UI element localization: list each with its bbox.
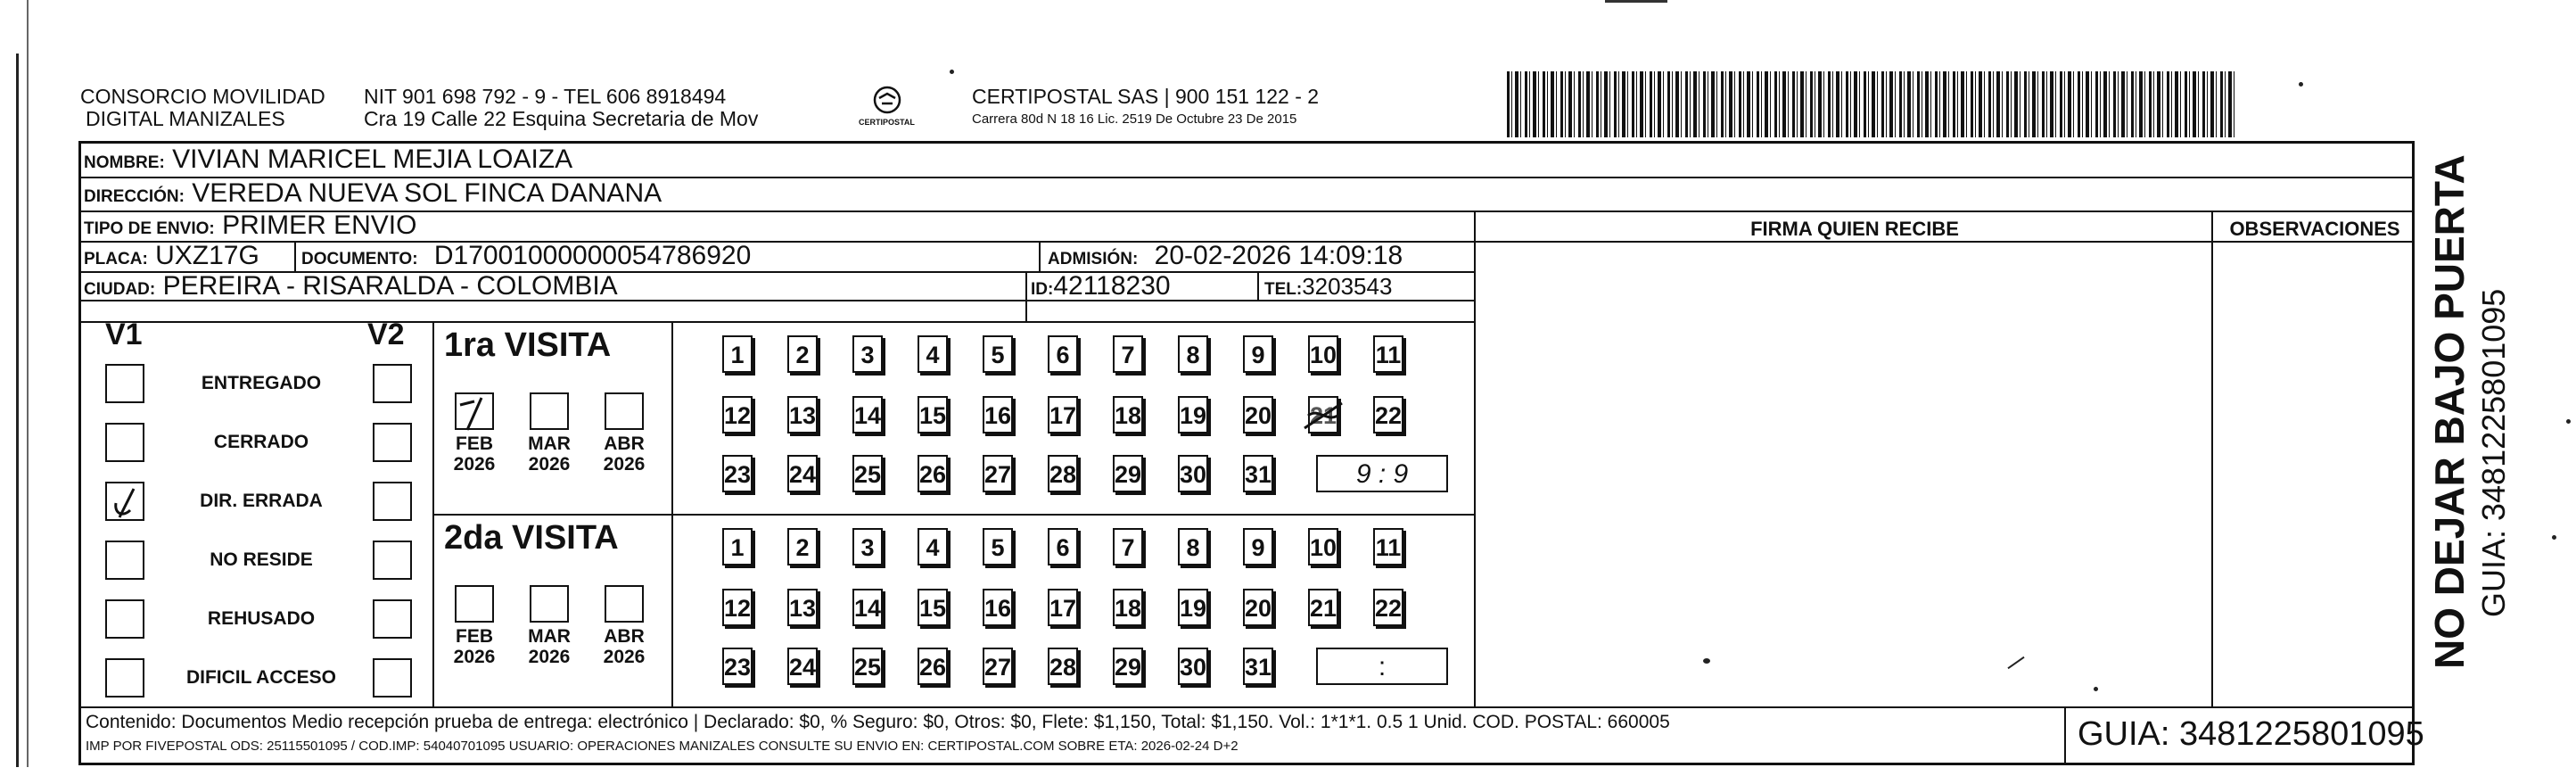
month-checkbox[interactable] (605, 585, 644, 623)
day-box[interactable]: 22 (1373, 589, 1403, 626)
day-box[interactable]: 5 (983, 528, 1013, 565)
day-box[interactable]: 15 (918, 396, 948, 433)
company-line-1: CONSORCIO MOVILIDAD (80, 85, 325, 108)
month-name: MAR (528, 626, 571, 647)
col-line (432, 321, 434, 706)
day-box[interactable]: 12 (722, 589, 753, 626)
firma-header-text: FIRMA QUIEN RECIBE (1750, 218, 1959, 240)
nombre-label: NOMBRE: (84, 153, 165, 172)
v1-checkbox[interactable] (105, 482, 144, 521)
day-box[interactable]: 5 (983, 335, 1013, 373)
day-box[interactable]: 13 (787, 396, 818, 433)
direccion-value: VEREDA NUEVA SOL FINCA DANANA (192, 178, 663, 208)
status-label: ENTREGADO (201, 373, 322, 393)
v1-header: V1 (105, 318, 143, 351)
month-name: FEB (456, 626, 493, 647)
day-box[interactable]: 6 (1048, 335, 1078, 373)
footer-guia: GUIA: 3481225801095 (2078, 715, 2424, 753)
day-box[interactable]: 29 (1113, 455, 1143, 492)
id-label: ID: (1031, 280, 1054, 299)
scan-dot (1703, 658, 1710, 664)
tipo-label: TIPO DE ENVIO: (84, 219, 215, 238)
direccion-label: DIRECCIÓN: (84, 187, 185, 206)
day-box[interactable]: 4 (918, 335, 948, 373)
scribble-icon (1301, 398, 1346, 433)
col-line (2064, 706, 2066, 765)
month-year: 2026 (453, 454, 496, 475)
month-checkbox[interactable] (605, 392, 644, 430)
documento-label: DOCUMENTO: (301, 250, 418, 268)
day-box[interactable]: 1 (722, 335, 753, 373)
col-line (1039, 241, 1041, 271)
time-field[interactable]: 9 : 9 (1316, 455, 1448, 492)
ciudad-value: PEREIRA - RISARALDA - COLOMBIA (162, 271, 618, 301)
day-box[interactable]: 31 (1243, 455, 1273, 492)
day-box[interactable]: 22 (1373, 396, 1403, 433)
scan-dot (2552, 535, 2556, 540)
month-name: ABR (604, 433, 645, 454)
scan-dot (2094, 687, 2098, 691)
day-box[interactable]: 28 (1048, 455, 1078, 492)
month-label (597, 433, 651, 475)
day-box[interactable]: 10 (1308, 528, 1338, 565)
row-line (78, 321, 1474, 323)
day-box[interactable]: 19 (1178, 589, 1208, 626)
scan-dot (950, 70, 954, 74)
day-box[interactable]: 4 (918, 528, 948, 565)
day-box[interactable]: 30 (1178, 648, 1208, 685)
day-box[interactable]: 24 (787, 455, 818, 492)
col-line (1474, 211, 1476, 706)
scan-dot (2299, 82, 2303, 87)
month-label (448, 433, 501, 475)
col-line (1025, 271, 1027, 321)
check-mark-icon (107, 483, 146, 523)
day-box[interactable]: 31 (1243, 648, 1273, 685)
day-box[interactable]: 8 (1178, 528, 1208, 565)
day-box[interactable]: 18 (1113, 396, 1143, 433)
ciudad-cell (84, 269, 618, 307)
visit-divider (432, 514, 671, 516)
day-box[interactable]: 10 (1308, 335, 1338, 373)
admision-label: ADMISIÓN: (1048, 250, 1139, 268)
visit-divider (671, 514, 1474, 516)
tipo-value: PRIMER ENVIO (222, 211, 417, 240)
day-box[interactable]: 17 (1048, 589, 1078, 626)
tel-value: 3203543 (1302, 273, 1393, 300)
logo-text: CERTIPOSTAL (859, 118, 915, 127)
day-box[interactable]: 13 (787, 589, 818, 626)
footer-contenido: Contenido: Documentos Medio recepción prueba de entrega: electrónico | Declarado: $0, % Seguro: $0, Otros: $0, Flete: $1,150, Total: $1,150. Vol.: 1*1*1. 0.5 1 Unid. COD. POSTAL: 660005 (86, 712, 1670, 732)
month-year: 2026 (528, 454, 571, 475)
certipostal-line-2: Carrera 80d N 18 16 Lic. 2519 De Octubre 23 De 2015 (972, 111, 1297, 127)
day-box[interactable]: 30 (1178, 455, 1208, 492)
certipostal-info (972, 86, 1319, 127)
month-year: 2026 (528, 647, 571, 667)
day-box[interactable]: 2 (787, 528, 818, 565)
side-warning: NO DEJAR BAJO PUERTA (2426, 154, 2473, 669)
certipostal-logo (860, 82, 914, 136)
day-box[interactable]: 11 (1373, 335, 1403, 373)
day-box[interactable]: 21 (1308, 589, 1338, 626)
v1-checkbox[interactable] (105, 541, 144, 580)
firma-header (1516, 211, 2193, 246)
v2-checkbox[interactable] (373, 541, 412, 580)
tel-cell (1264, 269, 1392, 307)
month-checkbox[interactable] (530, 392, 569, 430)
v1-checkbox[interactable] (105, 658, 144, 698)
status-label: DIFICIL ACCESO (185, 667, 336, 688)
month-name: ABR (604, 626, 645, 647)
day-box[interactable]: 8 (1178, 335, 1208, 373)
v2-checkbox[interactable] (373, 599, 412, 639)
v2-checkbox[interactable] (373, 658, 412, 698)
nit-line: NIT 901 698 792 - 9 - TEL 606 8918494 (364, 85, 727, 108)
side-guia: GUIA: 3481225801095 (2475, 288, 2512, 617)
month-label (523, 433, 576, 475)
company-contact (364, 86, 758, 130)
placa-label: PLACA: (84, 250, 148, 268)
day-box[interactable]: 15 (918, 589, 948, 626)
month-label (448, 626, 501, 667)
month-label (523, 626, 576, 667)
status-label: REHUSADO (207, 608, 316, 629)
address-line: Cra 19 Calle 22 Esquina Secretaria de Mov (364, 107, 759, 130)
v1-checkbox[interactable] (105, 364, 144, 403)
month-name: MAR (528, 433, 571, 454)
tel-label: TEL: (1264, 280, 1303, 299)
day-box[interactable]: 6 (1048, 528, 1078, 565)
day-box[interactable]: 9 (1243, 335, 1273, 373)
day-box[interactable]: 23 (722, 455, 753, 492)
documento-value: D17001000000054786920 (433, 241, 752, 270)
nombre-value: VIVIAN MARICEL MEJIA LOAIZA (172, 144, 573, 174)
col-line (671, 321, 673, 706)
top-scan-mark (1605, 0, 1667, 3)
day-box[interactable]: 12 (722, 396, 753, 433)
time-field[interactable]: : (1316, 648, 1448, 685)
month-label (597, 626, 651, 667)
col-line (2211, 211, 2213, 706)
day-box[interactable]: 14 (852, 589, 883, 626)
admision-value: 20-02-2026 14:09:18 (1154, 241, 1403, 270)
day-box[interactable]: 29 (1113, 648, 1143, 685)
day-box[interactable]: 27 (983, 648, 1013, 685)
v2-checkbox[interactable] (373, 364, 412, 403)
left-edge-mark (16, 54, 19, 767)
month-year: 2026 (603, 647, 646, 667)
day-box[interactable]: 18 (1113, 589, 1143, 626)
day-box[interactable]: 21 (1308, 396, 1338, 433)
day-box[interactable]: 26 (918, 455, 948, 492)
check-mark-icon (457, 394, 496, 432)
observaciones-header-text: OBSERVACIONES (2229, 218, 2400, 240)
status-label: CERRADO (213, 432, 309, 452)
id-cell (1031, 269, 1171, 307)
day-box[interactable]: 25 (852, 648, 883, 685)
day-box[interactable]: 9 (1243, 528, 1273, 565)
day-box[interactable]: 20 (1243, 396, 1273, 433)
day-box[interactable]: 14 (852, 396, 883, 433)
month-checkbox[interactable] (455, 392, 494, 430)
day-box[interactable]: 1 (722, 528, 753, 565)
placa-value: UXZ17G (155, 241, 259, 270)
day-box[interactable]: 25 (852, 455, 883, 492)
month-checkbox[interactable] (530, 585, 569, 623)
day-box[interactable]: 16 (983, 396, 1013, 433)
day-box[interactable]: 16 (983, 589, 1013, 626)
v2-checkbox[interactable] (373, 423, 412, 462)
day-box[interactable]: 7 (1113, 528, 1143, 565)
month-year: 2026 (453, 647, 496, 667)
handwritten-mark (1301, 398, 1346, 433)
visit-title: 1ra VISITA (444, 326, 612, 364)
company-line-2: DIGITAL MANIZALES (86, 107, 285, 130)
day-box[interactable]: 28 (1048, 648, 1078, 685)
day-box[interactable]: 11 (1373, 528, 1403, 565)
day-box[interactable]: 17 (1048, 396, 1078, 433)
day-box[interactable]: 27 (983, 455, 1013, 492)
v2-header: V2 (367, 318, 405, 351)
barcode (1507, 71, 2238, 137)
day-box[interactable]: 2 (787, 335, 818, 373)
observaciones-header (2217, 211, 2413, 246)
day-box[interactable]: 26 (918, 648, 948, 685)
status-label: DIR. ERRADA (200, 491, 323, 511)
scan-dot (2566, 419, 2571, 424)
company-name (80, 86, 325, 130)
day-box[interactable]: 7 (1113, 335, 1143, 373)
day-box[interactable]: 3 (852, 335, 883, 373)
visit-title: 2da VISITA (444, 519, 619, 557)
status-label: NO RESIDE (210, 549, 313, 570)
logo-icon (860, 82, 914, 136)
day-box[interactable]: 19 (1178, 396, 1208, 433)
day-box[interactable]: 24 (787, 648, 818, 685)
nombre-row (84, 143, 572, 180)
day-box[interactable]: 3 (852, 528, 883, 565)
day-box[interactable]: 23 (722, 648, 753, 685)
day-box[interactable]: 20 (1243, 589, 1273, 626)
certipostal-line-1: CERTIPOSTAL SAS | 900 151 122 - 2 (972, 85, 1320, 108)
month-year: 2026 (603, 454, 646, 475)
v1-checkbox[interactable] (105, 599, 144, 639)
ciudad-label: CIUDAD: (84, 280, 156, 299)
footer-imp: IMP POR FIVEPOSTAL ODS: 25115501095 / COD.IMP: 54040701095 USUARIO: OPERACIONES MANIZALES CONSULTE SU ENVIO EN: CERTIPOSTAL.COM SOBRE ETA: 2026-02-24 D+2 (86, 739, 1239, 754)
v2-checkbox[interactable] (373, 482, 412, 521)
id-value: 42118230 (1053, 271, 1171, 301)
left-edge-mark-2 (27, 0, 29, 767)
month-name: FEB (456, 433, 493, 454)
v1-checkbox[interactable] (105, 423, 144, 462)
month-checkbox[interactable] (455, 585, 494, 623)
